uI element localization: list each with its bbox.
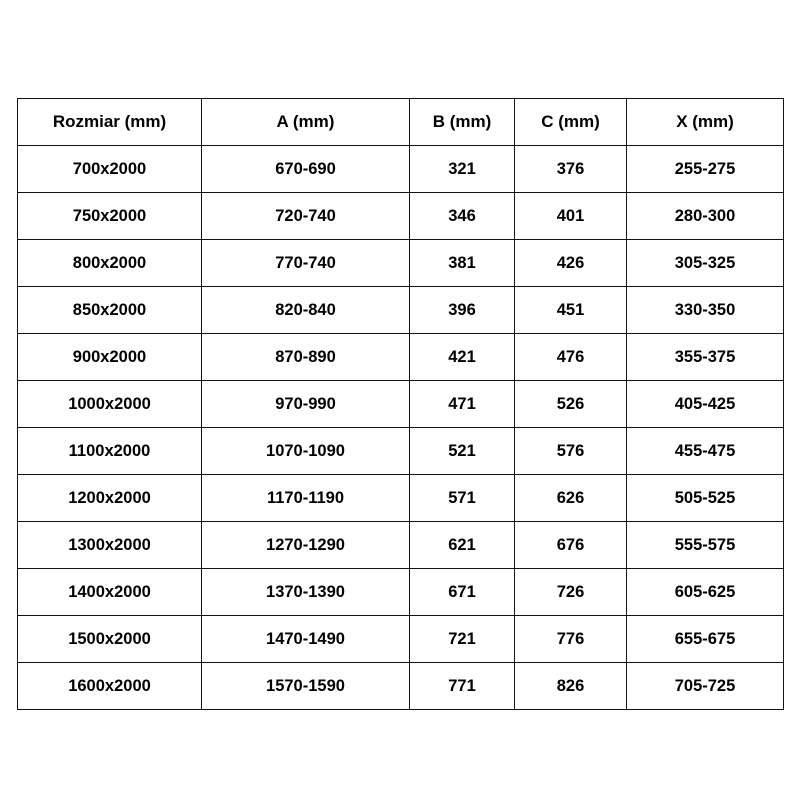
table-body [18,146,784,710]
cell-c: 376 [515,146,627,193]
cell-b: 321 [410,146,515,193]
cell-x: 255-275 [627,146,784,193]
table-row [18,240,784,287]
cell-b: 621 [410,522,515,569]
table-row [18,381,784,428]
cell-rozmiar: 1100x2000 [18,428,202,475]
cell-c: 476 [515,334,627,381]
cell-c: 451 [515,287,627,334]
cell-c: 576 [515,428,627,475]
cell-x: 455-475 [627,428,784,475]
column-header-a: A (mm) [202,99,410,146]
cell-b: 381 [410,240,515,287]
cell-x: 505-525 [627,475,784,522]
table-row [18,569,784,616]
cell-x: 330-350 [627,287,784,334]
cell-b: 571 [410,475,515,522]
table-row [18,475,784,522]
cell-a: 1470-1490 [202,616,410,663]
cell-rozmiar: 1600x2000 [18,663,202,710]
table-row [18,146,784,193]
cell-x: 355-375 [627,334,784,381]
cell-rozmiar: 1300x2000 [18,522,202,569]
cell-c: 401 [515,193,627,240]
cell-b: 771 [410,663,515,710]
cell-a: 1570-1590 [202,663,410,710]
cell-rozmiar: 1400x2000 [18,569,202,616]
cell-b: 521 [410,428,515,475]
cell-a: 670-690 [202,146,410,193]
cell-rozmiar: 750x2000 [18,193,202,240]
cell-b: 396 [410,287,515,334]
cell-b: 421 [410,334,515,381]
table-row [18,334,784,381]
cell-a: 1170-1190 [202,475,410,522]
cell-c: 626 [515,475,627,522]
column-header-c: C (mm) [515,99,627,146]
cell-x: 555-575 [627,522,784,569]
table-row [18,616,784,663]
table-row [18,428,784,475]
table-row [18,193,784,240]
cell-rozmiar: 900x2000 [18,334,202,381]
cell-rozmiar: 800x2000 [18,240,202,287]
cell-rozmiar: 1000x2000 [18,381,202,428]
table-row [18,287,784,334]
column-header-rozmiar: Rozmiar (mm) [18,99,202,146]
size-table-container [17,98,783,710]
cell-a: 870-890 [202,334,410,381]
cell-rozmiar: 700x2000 [18,146,202,193]
size-table [17,98,784,710]
cell-c: 826 [515,663,627,710]
cell-x: 305-325 [627,240,784,287]
table-header [18,99,784,146]
cell-c: 426 [515,240,627,287]
cell-a: 1270-1290 [202,522,410,569]
cell-b: 671 [410,569,515,616]
table-row [18,522,784,569]
cell-a: 770-740 [202,240,410,287]
cell-x: 655-675 [627,616,784,663]
cell-c: 726 [515,569,627,616]
cell-c: 526 [515,381,627,428]
cell-x: 605-625 [627,569,784,616]
cell-b: 471 [410,381,515,428]
cell-x: 705-725 [627,663,784,710]
cell-rozmiar: 1500x2000 [18,616,202,663]
cell-c: 676 [515,522,627,569]
cell-a: 820-840 [202,287,410,334]
table-header-row [18,99,784,146]
cell-c: 776 [515,616,627,663]
cell-x: 405-425 [627,381,784,428]
cell-a: 1070-1090 [202,428,410,475]
cell-a: 1370-1390 [202,569,410,616]
column-header-b: B (mm) [410,99,515,146]
cell-b: 721 [410,616,515,663]
cell-b: 346 [410,193,515,240]
cell-x: 280-300 [627,193,784,240]
table-row [18,663,784,710]
cell-a: 720-740 [202,193,410,240]
cell-rozmiar: 850x2000 [18,287,202,334]
cell-rozmiar: 1200x2000 [18,475,202,522]
cell-a: 970-990 [202,381,410,428]
column-header-x: X (mm) [627,99,784,146]
